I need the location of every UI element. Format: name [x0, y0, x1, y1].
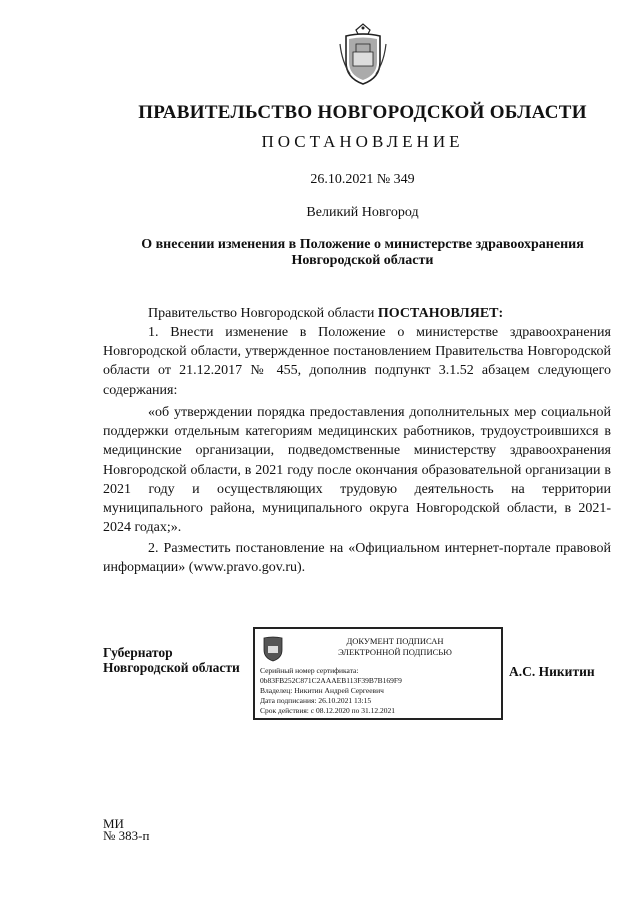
- author-initials: МИ: [103, 816, 124, 831]
- stamp-title-line-1: ДОКУМЕНТ ПОДПИСАН: [346, 636, 444, 646]
- stamp-owner: Владелец: Никитин Андрей Сергеевич: [260, 686, 384, 695]
- stamp-signed-date: Дата подписания: 26.10.2021 13:15: [260, 696, 372, 705]
- coat-of-arms-emblem: [338, 22, 388, 88]
- stamp-title: [295, 636, 495, 658]
- stamp-serial-label: Серийный номер сертификата:: [260, 666, 359, 675]
- date-number: 26.10.2021 № 349: [310, 172, 415, 187]
- document-type: ПОСТАНОВЛЕНИЕ: [261, 132, 464, 151]
- document-subject: [100, 237, 625, 269]
- quote-paragraph: «об утверждении порядка предоставления дополнительных мер социальной поддержки отдельным категориям медицинских работников, трудоустроившихся в медицинские организации, подведомственные министерству здравоохранения Новгородской области, в 2021 году после окончания образовательной организации в 2021 году и осуществляющих трудовую деятельность на территории муниципального района, муниципального округа Новгородской области, в 2021-2024 годах;».: [103, 405, 611, 536]
- electronic-signature-stamp: [253, 627, 503, 720]
- signatory-name: А.С. Никитин: [509, 664, 595, 679]
- item-2-paragraph: 2. Разместить постановление на «Официальном интернет-портале правовой информации» (www.pravo.gov.ru).: [103, 541, 611, 576]
- position-line-2: Новгородской области: [103, 660, 240, 675]
- subject-line-1: О внесении изменения в Положение о министерстве здравоохранения: [141, 237, 584, 252]
- reference-number: № 383-п: [103, 828, 150, 843]
- subject-line-2: Новгородской области: [291, 253, 434, 268]
- position-line-1: Губернатор: [103, 645, 173, 660]
- stamp-details: [260, 666, 500, 716]
- item-1-paragraph: 1. Внести изменение в Положение о министерстве здравоохранения Новгородской области, утвержденное постановлением Правительства Новгородской области от 21.12.2017 № 455, дополнив подпункт 3.1.52 абзацем следующего содержания:: [103, 325, 611, 398]
- intro-text: Правительство Новгородской области: [148, 306, 378, 321]
- stamp-validity: Срок действия: с 08.12.2020 по 31.12.2021: [260, 706, 395, 715]
- stamp-title-line-2: ЭЛЕКТРОННОЙ ПОДПИСЬЮ: [338, 647, 452, 657]
- intro-decree-word: ПОСТАНОВЛЯЕТ:: [377, 306, 504, 321]
- document-reference: [103, 818, 149, 842]
- intro-paragraph: [103, 304, 611, 323]
- city-name: Великий Новгород: [306, 205, 419, 220]
- organization-title: ПРАВИТЕЛЬСТВО НОВГОРОДСКОЙ ОБЛАСТИ: [138, 102, 587, 123]
- stamp-emblem-icon: [261, 634, 285, 662]
- signatory-position: [103, 645, 240, 675]
- stamp-serial: 0b83FB252C871C2AAAEB113F39B7B169F9: [260, 676, 402, 685]
